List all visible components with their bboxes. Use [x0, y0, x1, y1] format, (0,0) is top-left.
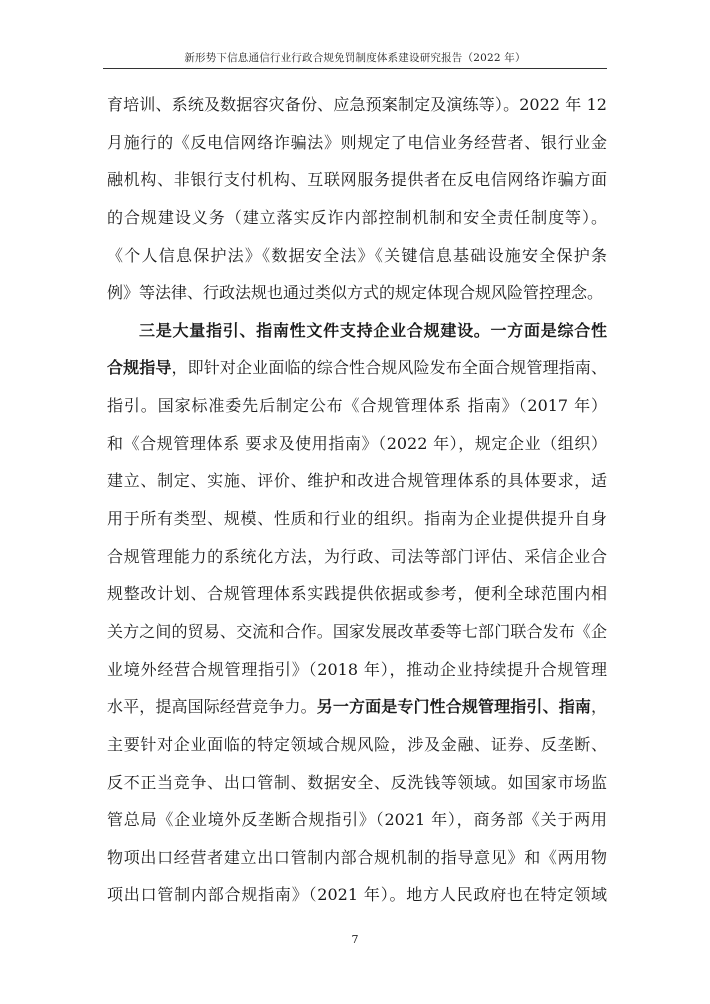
text-line — [107, 500, 607, 538]
page-number: 7 — [351, 933, 359, 946]
text-run: 《个人信息保护法》《数据安全法》《关键信息基础设施安全保护条 — [107, 245, 607, 265]
text-line — [107, 688, 607, 726]
text-line — [107, 613, 607, 651]
text-line — [107, 161, 607, 199]
text-run: 关方之间的贸易、交流和合作。国家发展改革委等七部门联合发布《企 — [107, 621, 607, 641]
text-run: 水平，提高国际经营竞争力。 — [107, 697, 317, 717]
text-line — [107, 349, 607, 387]
bold-run: 另一方面是专门性合规管理指引、指南 — [316, 697, 591, 717]
text-run: 反不正当竞争、出口管制、数据安全、反洗钱等领域。如国家市场监 — [107, 772, 607, 792]
text-run: ，即针对企业面临的综合性合规风险发布全面合规管理指南、 — [171, 358, 607, 378]
bold-run: 合规指导 — [107, 358, 172, 378]
text-run: 的合规建设义务（建立落实反诈内部控制机制和安全责任制度等）。 — [107, 207, 607, 227]
text-run: 管总局《企业境外反垄断合规指引》（2021 年），商务部《关于两用 — [107, 810, 607, 830]
text-line — [107, 876, 607, 914]
text-line — [107, 538, 607, 576]
text-line — [107, 237, 607, 275]
text-run: 指引。国家标准委先后制定公布《合规管理体系 指南》（2017 年） — [107, 396, 607, 416]
text-run: 物项出口经营者建立出口管制内部合规机制的指导意见》和《两用物 — [107, 847, 607, 867]
text-line — [107, 651, 607, 689]
text-line — [107, 199, 607, 237]
text-run: ， — [590, 697, 607, 717]
text-line — [107, 124, 607, 162]
text-line — [107, 425, 607, 463]
running-header: 新形势下信息通信行业行政合规免罚制度体系建设研究报告（2022 年） — [184, 52, 526, 64]
text-run: 育培训、系统及数据容灾备份、应急预案制定及演练等）。2022 年 12 — [107, 95, 607, 114]
text-line — [107, 575, 607, 613]
text-line — [107, 726, 607, 764]
text-run: 业境外经营合规管理指引》（2018 年），推动企业持续提升合规管理 — [107, 659, 607, 679]
text-run: 项出口管制内部合规指南》（2021 年）。地方人民政府也在特定领域 — [107, 885, 607, 905]
text-run: 规整改计划、合规管理体系实践提供依据或参考，便利全球范围内相 — [107, 584, 607, 604]
text-line — [107, 387, 607, 425]
text-line — [107, 312, 607, 350]
text-line — [107, 86, 607, 124]
bold-run: 三是大量指引、指南性文件支持企业合规建设。一方面是综合性 — [139, 320, 607, 340]
text-line — [107, 764, 607, 802]
text-run: 建立、制定、实施、评价、维护和改进合规管理体系的具体要求，适 — [107, 471, 607, 491]
text-line — [107, 839, 607, 877]
header-rule — [103, 68, 607, 69]
text-line — [107, 462, 607, 500]
text-run: 和《合规管理体系 要求及使用指南》（2022 年），规定企业（组织） — [107, 433, 607, 453]
text-run: 月施行的《反电信网络诈骗法》则规定了电信业务经营者、银行业金 — [107, 132, 607, 152]
body-text — [107, 86, 607, 914]
text-line — [107, 274, 607, 312]
text-run: 主要针对企业面临的特定领域合规风险，涉及金融、证券、反垄断、 — [107, 734, 607, 754]
text-line — [107, 801, 607, 839]
text-run: 例》等法律、行政法规也通过类似方式的规定体现合规风险管控理念。 — [107, 283, 604, 303]
text-run: 用于所有类型、规模、性质和行业的组织。指南为企业提供提升自身 — [107, 509, 607, 529]
text-run: 合规管理能力的系统化方法，为行政、司法等部门评估、采信企业合 — [107, 546, 607, 566]
text-run: 融机构、非银行支付机构、互联网服务提供者在反电信网络诈骗方面 — [107, 170, 607, 190]
